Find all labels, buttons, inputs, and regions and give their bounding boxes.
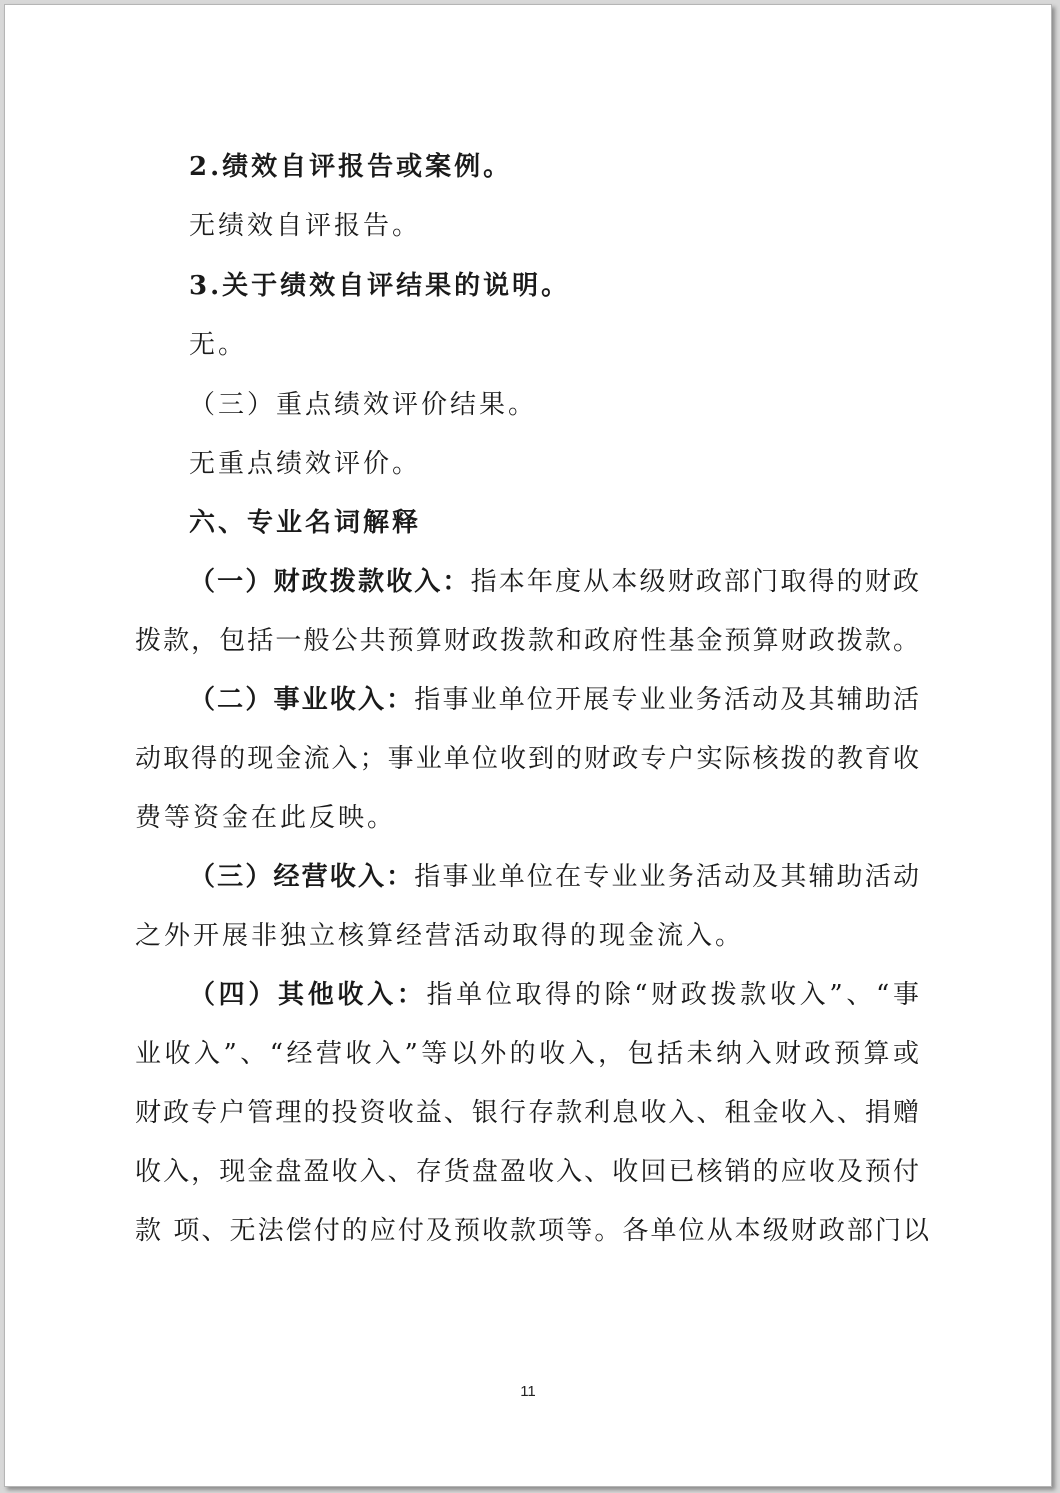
glossary-text-line: 费等资金在此反映。 — [135, 803, 397, 833]
document-page — [4, 4, 1052, 1487]
heading-key-evaluation: （三）重点绩效评价结果。 — [189, 390, 538, 420]
section-heading-glossary: 六、专业名词解释 — [189, 508, 422, 538]
glossary-item-operating-income: （三）经营收入：指事业单位在专业业务活动及其辅助活动 — [189, 862, 919, 892]
heading-self-evaluation-report: 2.绩效自评报告或案例。 — [189, 152, 513, 182]
glossary-text-line: 收入，现金盘盈收入、存货盘盈收入、收回已核销的应收及预付 — [135, 1157, 919, 1187]
glossary-item-other-income: （四）其他收入：指单位取得的除“财政拨款收入”、“事 — [189, 980, 919, 1010]
term-label: （一）财政拨款收入： — [189, 567, 471, 597]
glossary-text-line: 财政专户管理的投资收益、银行存款利息收入、租金收入、捐赠 — [135, 1098, 919, 1128]
term-label: （四）其他收入： — [189, 980, 427, 1010]
glossary-text-line: 动取得的现金流入；事业单位收到的财政专户实际核拨的教育收 — [135, 744, 919, 774]
glossary-text-line: 之外开展非独立核算经营活动取得的现金流入。 — [135, 921, 745, 951]
heading-self-evaluation-results: 3.关于绩效自评结果的说明。 — [189, 271, 571, 301]
page-number: 11 — [520, 1383, 536, 1400]
paragraph-none: 无。 — [189, 330, 248, 360]
paragraph-no-key-evaluation: 无重点绩效评价。 — [189, 449, 422, 479]
glossary-text-line: 拨款，包括一般公共预算财政拨款和政府性基金预算财政拨款。 — [135, 626, 919, 656]
term-label: （三）经营收入： — [189, 862, 415, 892]
glossary-text-line: 款 项、无法偿付的应付及预收款项等。各单位从本级财政部门以 — [135, 1216, 929, 1246]
glossary-item-fiscal-allocation: （一）财政拨款收入：指本年度从本级财政部门取得的财政 — [189, 567, 919, 597]
glossary-text-line: 业收入”、“经营收入”等以外的收入，包括未纳入财政预算或 — [135, 1039, 919, 1069]
glossary-item-business-income: （二）事业收入：指事业单位开展专业业务活动及其辅助活 — [189, 685, 919, 715]
term-label: （二）事业收入： — [189, 685, 415, 715]
paragraph-no-report: 无绩效自评报告。 — [189, 211, 422, 241]
